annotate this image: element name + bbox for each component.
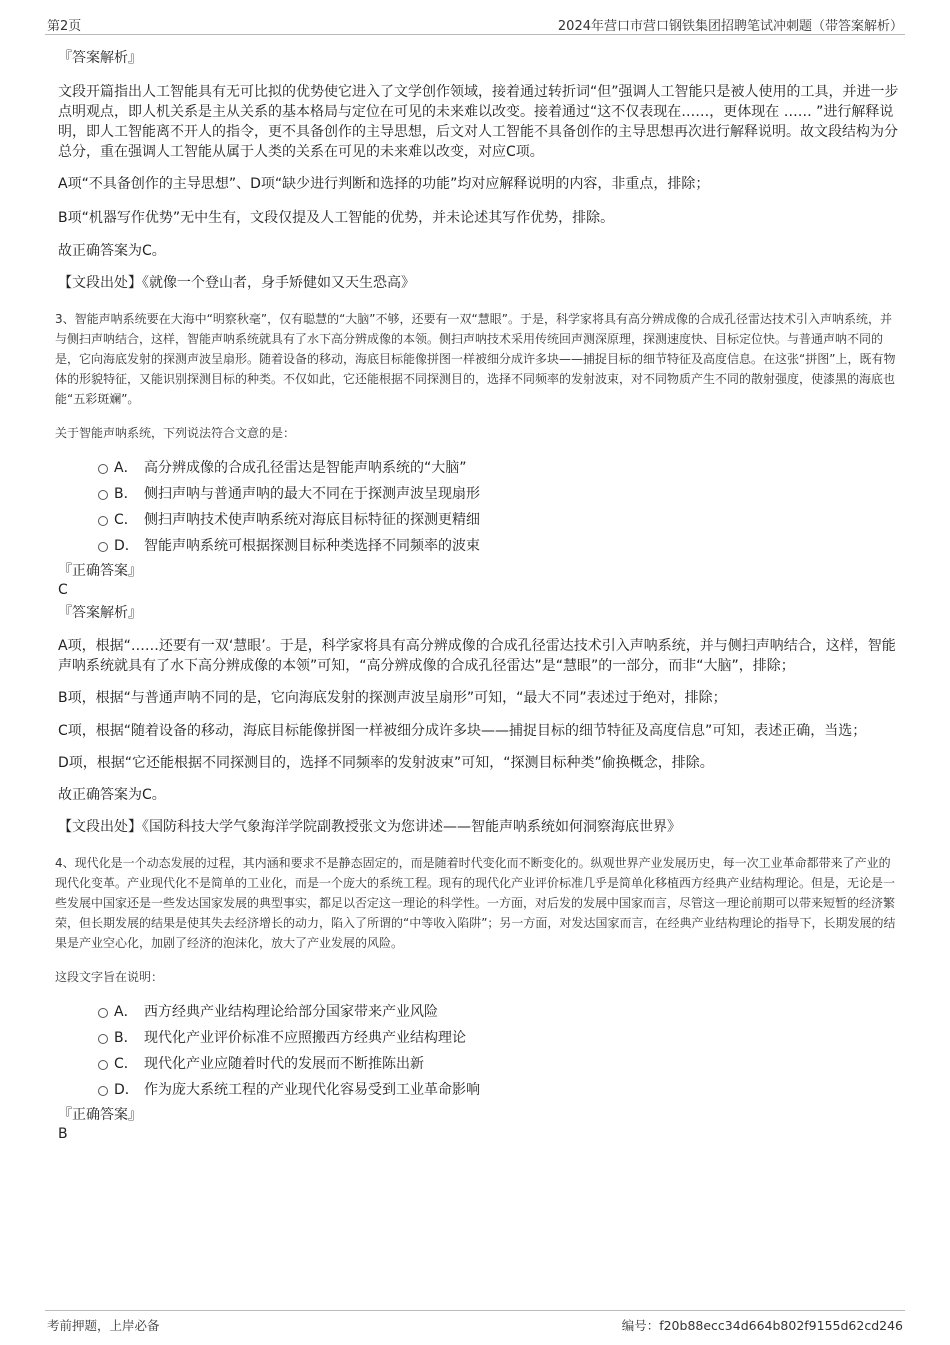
- radio-icon[interactable]: [98, 1034, 108, 1044]
- q4-option-c[interactable]: [55, 1051, 900, 1077]
- q3-analysis-b: B项，根据“与普通声呐不同的是，它向海底发射的探测声波呈扇形”可知，“最大不同”表述过于绝对，排除；: [58, 690, 727, 706]
- document-title: 2024年营口市营口钢铁集团招聘笔试冲刺题（带答案解析）: [557, 19, 903, 34]
- q4-question: 这段文字旨在说明：: [55, 970, 164, 984]
- q3-option-b[interactable]: [55, 481, 900, 507]
- option-letter: C．: [114, 1056, 138, 1072]
- option-letter: D．: [114, 1082, 139, 1098]
- q2-analysis-text: 文段开篇指出人工智能具有无可比拟的优势使它进入了文学创作领域，接着通过转折词“但”强调人工智能只是被人使用的工具，并进一步点明观点，即人机关系是主从关系的基本格局与定位在可见的未来难以改变。接着通过“这不仅表现在……，更体现在 …… ”进行解释说明，即人工智能离不开人的指令，更不具备创作的主导思想，后文对人工智能不具备创作的主导思想再次进行解释说明。故文段结构为分总分，重在强调人工智能从属于人类的关系在可见的未来难以改变，对应C项。: [58, 84, 899, 160]
- option-letter: A．: [114, 1004, 138, 1020]
- q2-analysis-ad: A项“不具备创作的主导思想”、D项“缺少进行判断和选择的功能”均对应解释说明的内容，非重点，排除；: [58, 176, 710, 192]
- option-letter: C．: [114, 512, 138, 528]
- q4-option-d[interactable]: [55, 1077, 900, 1103]
- option-text: 高分辨成像的合成孔径雷达是智能声呐系统的“大脑”: [144, 460, 467, 476]
- option-text: 智能声呐系统可根据探测目标种类选择不同频率的波束: [144, 538, 480, 554]
- q4-options: [55, 999, 900, 1103]
- q3-answer: C: [58, 582, 68, 598]
- option-text: 现代化产业评价标准不应照搬西方经典产业结构理论: [144, 1030, 466, 1046]
- code-label: 编号：: [621, 1318, 660, 1333]
- option-text: 侧扫声呐与普通声呐的最大不同在于探测声波呈现扇形: [144, 486, 480, 502]
- page-content: [55, 44, 900, 1143]
- radio-icon[interactable]: [98, 1060, 108, 1070]
- code-value: f20b88ecc34d664b802f9155d62cd246: [659, 1318, 903, 1333]
- q3-analysis-a: A项，根据“……还要有一双‘慧眼’。于是，科学家将具有高分辨成像的合成孔径雷达技术引入声呐系统，并与侧扫声呐结合，这样，智能声呐系统就具有了水下高分辨成像的本领”可知，“高分辨成像的合成孔径雷达”是“慧眼”的一部分，而非“大脑”，排除；: [58, 638, 896, 674]
- footer-slogan: 考前押题，上岸必备: [47, 1318, 160, 1333]
- radio-icon[interactable]: [98, 542, 108, 552]
- q2-analysis-b: B项“机器写作优势”无中生有，文段仅提及人工智能的优势，并未论述其写作优势，排除。: [58, 210, 615, 226]
- q2-analysis-section: [55, 48, 900, 293]
- q4-answer: B: [58, 1126, 68, 1142]
- q3-analysis-c: C项，根据“随着设备的移动，海底目标能像拼图一样被细分成许多块——捕捉目标的细节特征及高度信息”可知，表述正确，当选；: [58, 723, 867, 739]
- q3-passage: 3、智能声呐系统要在大海中“明察秋毫”，仅有聪慧的“大脑”不够，还要有一双“慧眼”。于是，科学家将具有高分辨成像的合成孔径雷达技术引入声呐系统，并与侧扫声呐结合，这样，智能声呐系统就具有了水下高分辨成像的本领。侧扫声呐技术采用传统回声测深原理，探测速度快、目标定位快。与普通声呐不同的是，它向海底发射的探测声波呈扇形。随着设备的移动，海底目标能像拼图一样被细分成许多块——捕捉目标的细节特征及高度信息。在这张“拼图”上，既有物体的形貌特征，又能识别探测目标的种类。不仅如此，它还能根据不同探测目的，选择不同频率的发射波束，对不同物质产生不同的散射强度，使漆黑的海底也能“五彩斑斓”。: [55, 312, 896, 406]
- q3-answer-label: 『正确答案』: [58, 563, 142, 579]
- option-text: 侧扫声呐技术使声呐系统对海底目标特征的探测更精细: [144, 512, 480, 528]
- radio-icon[interactable]: [98, 1008, 108, 1018]
- q3-analysis-label: 『答案解析』: [58, 605, 142, 621]
- q3-section: [55, 309, 900, 837]
- q3-options: [55, 455, 900, 559]
- q2-analysis-label: 『答案解析』: [58, 50, 142, 66]
- q4-option-a[interactable]: [55, 999, 900, 1025]
- page-footer: [45, 1310, 905, 1335]
- radio-icon[interactable]: [98, 464, 108, 474]
- option-text: 作为庞大系统工程的产业现代化容易受到工业革命影响: [144, 1082, 480, 1098]
- radio-icon[interactable]: [98, 516, 108, 526]
- radio-icon[interactable]: [98, 490, 108, 500]
- q4-answer-label: 『正确答案』: [58, 1107, 142, 1123]
- page-header: [45, 12, 905, 35]
- option-text: 现代化产业应随着时代的发展而不断推陈出新: [144, 1056, 424, 1072]
- q2-source: 【文段出处】《就像一个登山者，身手矫健如又天生恐高》: [58, 275, 415, 291]
- q3-option-a[interactable]: [55, 455, 900, 481]
- q3-source: 【文段出处】《国防科技大学气象海洋学院副教授张文为您讲述——智能声呐系统如何洞察海底世界》: [58, 819, 681, 835]
- option-letter: A．: [114, 460, 138, 476]
- radio-icon[interactable]: [98, 1086, 108, 1096]
- option-text: 西方经典产业结构理论给部分国家带来产业风险: [144, 1004, 438, 1020]
- q2-conclusion: 故正确答案为C。: [58, 243, 166, 259]
- q3-conclusion: 故正确答案为C。: [58, 787, 166, 803]
- q4-option-b[interactable]: [55, 1025, 900, 1051]
- option-letter: B．: [114, 486, 138, 502]
- document-code: [622, 1316, 903, 1334]
- option-letter: B．: [114, 1030, 138, 1046]
- q3-option-c[interactable]: [55, 507, 900, 533]
- q4-passage: 4、现代化是一个动态发展的过程，其内涵和要求不是静态固定的，而是随着时代变化而不断变化的。纵观世界产业发展历史，每一次工业革命都带来了产业的现代化变革。产业现代化不是简单的工业化，而是一个庞大的系统工程。现有的现代化产业评价标准几乎是简单化移植西方经典产业结构理论。但是，无论是一些发展中国家还是一些发达国家发展的典型事实，都足以否定这一理论的科学性。一方面，对后发的发展中国家而言，尽管这一理论前期可以带来短暂的经济繁荣，但长期发展的结果是使其失去经济增长的动力，陷入了所谓的“中等收入陷阱”；另一方面，对发达国家而言，在经典产业结构理论的指导下，长期发展的结果是产业空心化，加剧了经济的泡沫化，放大了产业发展的风险。: [55, 856, 896, 950]
- q3-option-d[interactable]: [55, 533, 900, 559]
- q3-question: 关于智能声呐系统，下列说法符合文意的是：: [55, 426, 296, 440]
- q3-analysis-d: D项，根据“它还能根据不同探测目的，选择不同频率的发射波束”可知，“探测目标种类”偷换概念，排除。: [58, 755, 714, 771]
- q4-section: [55, 853, 900, 1143]
- page-number: 第2页: [47, 19, 82, 34]
- option-letter: D．: [114, 538, 139, 554]
